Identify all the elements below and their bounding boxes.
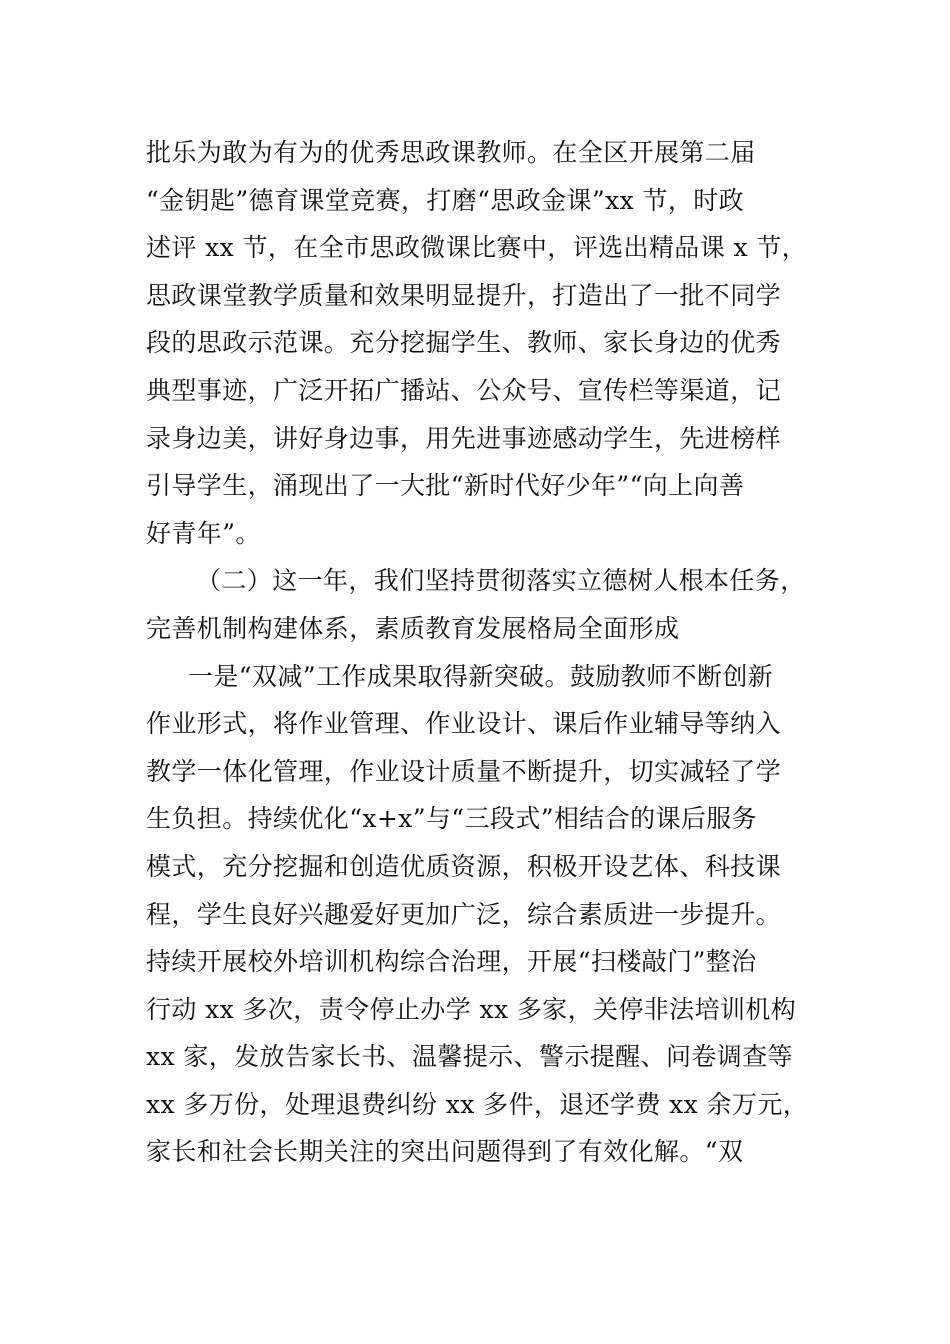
text-line: 持续开展校外培训机构综合治理，开展“扫楼敲门”整治 [146, 947, 757, 977]
text-line: 批乐为敢为有为的优秀思政课教师。在全区开展第二届 [146, 138, 756, 167]
text-line: 家长和社会长期关注的突出问题得到了有效化解。“双 [146, 1137, 744, 1167]
text-line: 典型事迹，广泛开拓广播站、公众号、宣传栏等渠道，记 [146, 375, 782, 405]
text-line: 程，学生良好兴趣爱好更加广泛，综合素质进一步提升。 [146, 899, 782, 929]
text-line: 教学一体化管理，作业设计质量不断提升，切实减轻了学 [146, 756, 782, 786]
text-line: 述评 xx 节，在全市思政微课比赛中，评选出精品课 x 节， [146, 233, 808, 263]
text-line: 一是“双减”工作成果取得新突破。鼓励教师不断创新 [188, 661, 774, 691]
text-line: xx 多万份，处理退费纠纷 xx 多件，退还学费 xx 余万元， [146, 1089, 809, 1119]
section-heading-line: （二）这一年，我们坚持贯彻落实立德树人根本任务， [196, 566, 806, 596]
text-line: 思政课堂教学质量和效果明显提升，打造出了一批不同学 [146, 280, 782, 310]
text-line: 模式，充分挖掘和创造优质资源，积极开设艺体、科技课 [146, 851, 782, 881]
text-line: 行动 xx 多次，责令停止办学 xx 多家，关停非法培训机构 [146, 994, 797, 1024]
text-line: 引导学生，涌现出了一大批“新时代好少年”“向上向善 [146, 471, 745, 501]
text-line: “金钥匙”德育课堂竞赛，打磨“思政金课”xx 节，时政 [146, 185, 745, 215]
section-heading-line: 完善机制构建体系，素质教育发展格局全面形成 [146, 613, 680, 643]
text-line: 作业形式，将作业管理、作业设计、课后作业辅导等纳入 [146, 709, 782, 739]
text-line: 录身边美，讲好身边事，用先进事迹感动学生，先进榜样 [146, 423, 782, 453]
text-line: 好青年”。 [146, 518, 261, 548]
body-text [146, 129, 809, 1176]
text-line: xx 家，发放告家长书、温馨提示、警示提醒、问卷调查等 [146, 1042, 793, 1072]
text-line: 段的思政示范课。充分挖掘学生、教师、家长身边的优秀 [146, 328, 782, 358]
text-line: 生负担。持续优化“x+x”与“三段式”相结合的课后服务 [146, 804, 758, 834]
